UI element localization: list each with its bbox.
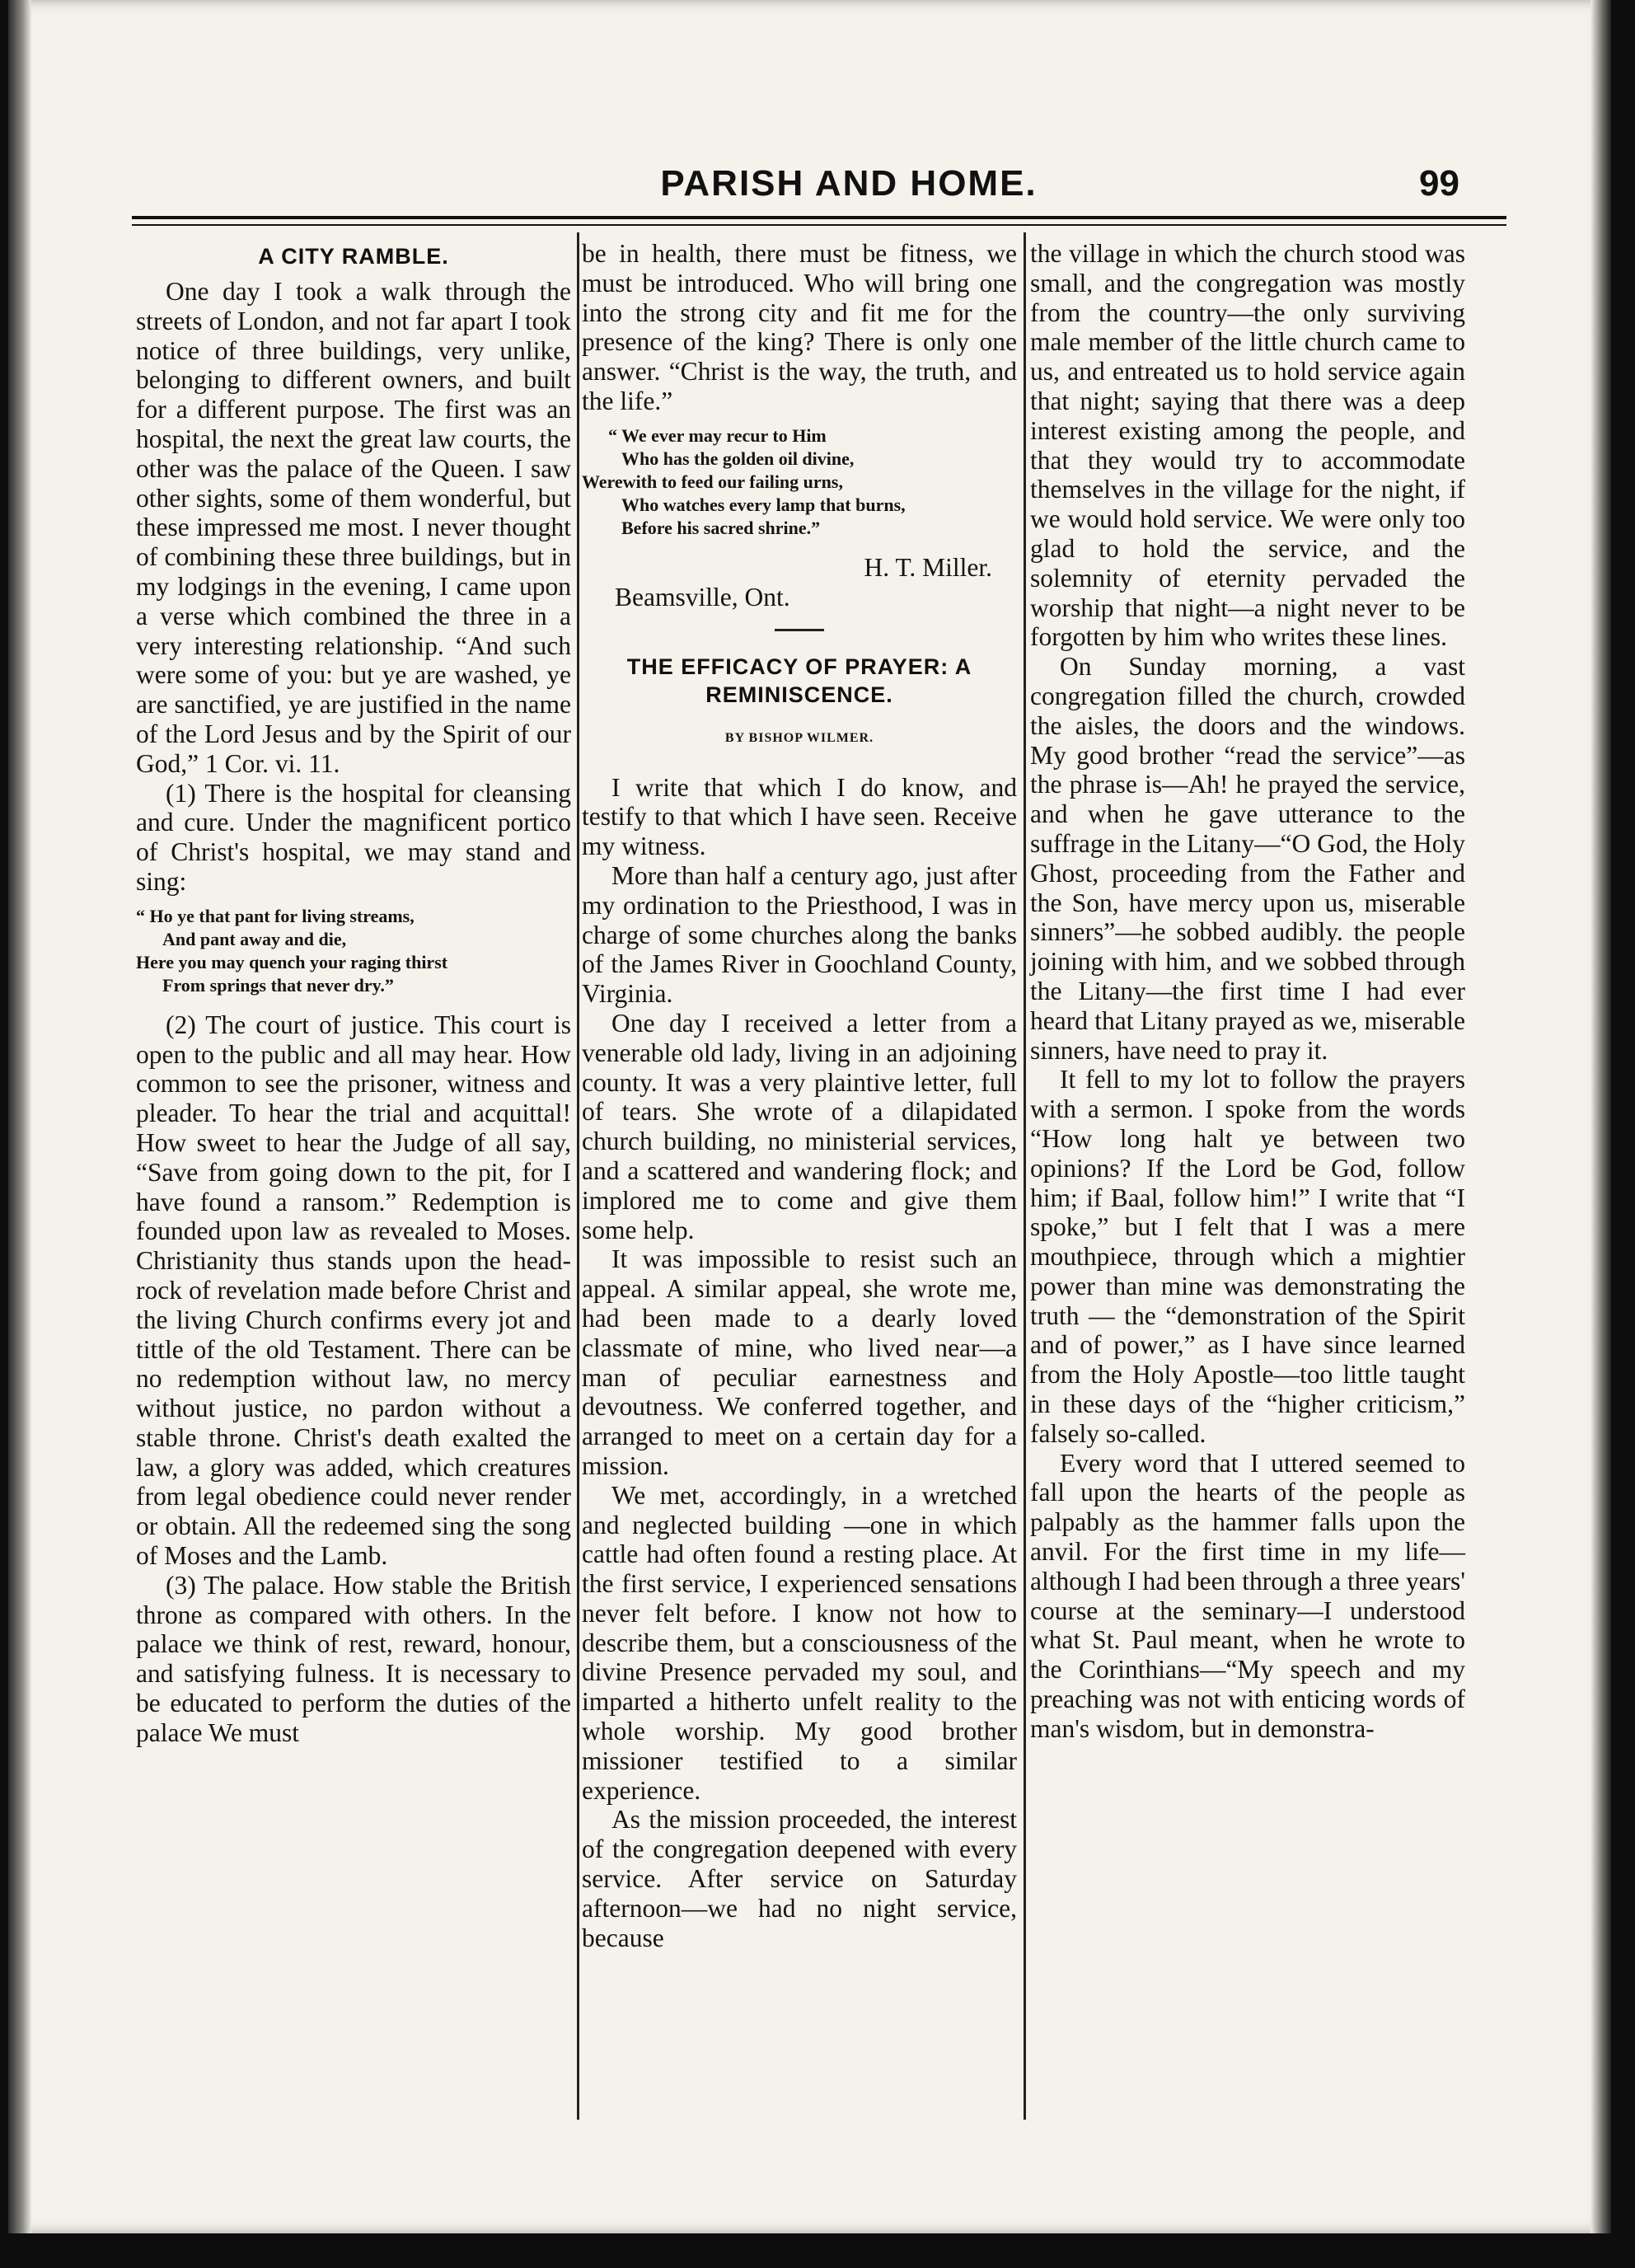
paragraph: It fell to my lot to follow the prayers with a sermon. I spoke from the words “How long halt ye between two opinions? If the Lord be God, follow him; if Baal, follow him!” I write that “I spoke,” but I felt that I was a mere mouthpiece, through which a mightier power than mine was demonstrating the truth — the “demonstration of the Spirit and of power,” as I have since learned from the Holy Apostle—too little taught in these days of the “higher criticism,” falsely so-called.: [1030, 1065, 1465, 1448]
paragraph: On Sunday morning, a vast congregation filled the church, crowded the aisles, the doors and the windows. My good brother “read the service”—as the phrase is—Ah! he prayed the service, and when he gave utterance to the suffrage in the Litany—“O God, the Holy Ghost, proceeding from the Father and the Son, have mercy upon us, miserable sinners”—he sobbed audibly. the people joining with him, and we sobbed through the Litany—the first time I had ever heard that Litany prayed as we, miserable sinners, have need to pray it.: [1030, 652, 1465, 1065]
running-head: PARISH AND HOME.: [660, 163, 1038, 204]
column-3: [1030, 239, 1465, 1744]
paragraph: One day I took a walk through the streets of London, and not far apart I took notice of three buildings, very unlike, belonging to different owners, and built for a different purpose. The first was an hospital, the next the great law courts, the other was the palace of the Queen. I saw other sights, some of them wonderful, but these impressed me most. I never thought of combining these three buildings, but in my lodgings in the evening, I came upon a verse which combined the three in a very interesting relationship. “And such were some of you: but ye are washed, ye are sanctified, ye are justified in the name of the Lord Jesus and by the Spirit of our God,” 1 Cor. vi. 11.: [136, 277, 571, 778]
paragraph: We met, accordingly, in a wretched and neglected building —one in which cattle had often found a resting place. At the first service, I experienced sensations never felt before. I know not how to describe them, but a consciousness of the divine Presence pervaded my soul, and imparted a hitherto unfelt reality to the whole worship. My good brother missioner testified to a similar experience.: [582, 1480, 1017, 1805]
verse-quote: [582, 424, 1017, 540]
paragraph: (3) The palace. How stable the British throne as compared with others. In the palace we think of rest, reward, honour, and satisfying fulness. It is necessary to be educated to perform the duties of the palace We must: [136, 1570, 571, 1747]
author-location: Beamsville, Ont.: [615, 582, 790, 612]
paragraph: (2) The court of justice. This court is open to the public and all may hear. How common to see the prisoner, witness and pleader. To hear the trial and acquittal! How sweet to hear the Judge of all say, “Save from going down to the pit, for I have found a ransom.” Redemption is founded upon law as revealed to Moses. Christianity thus stands upon the head-rock of revelation made before Christ and the living Church confirms every jot and tittle of the old Testament. There can be no redemption without law, no mercy without justice, no pardon without a stable throne. Christ's death exalted the law, a glory was added, which creatures from legal obedience could never render or obtain. All the redeemed sing the song of Moses and the Lamb.: [136, 1010, 571, 1571]
verse-line: Here you may quench your raging thirst: [136, 951, 448, 972]
article-heading-efficacy-of-prayer: THE EFFICACY OF PRAYER: A REMINISCENCE.: [626, 654, 972, 707]
header-rule-thin: [132, 224, 1506, 226]
column-2: [582, 239, 1017, 1952]
paragraph: As the mission proceeded, the interest of the congregation deepened with every service. After service on Saturday afternoon—we had no night service, because: [582, 1805, 1017, 1952]
column-rule-2: [1024, 232, 1026, 2120]
page-number: 99: [1419, 163, 1459, 204]
paragraph: One day I received a letter from a venerable old lady, living in an adjoining county. It was a very plaintive letter, full of tears. She wrote of a dilapidated church building, no ministerial services, and a scattered and wandering flock; and implored me to come and give them some help.: [582, 1008, 1017, 1244]
column-rule-1: [577, 232, 579, 2120]
section-divider: [775, 629, 824, 631]
verse-line: Before his sacred shrine.”: [621, 517, 821, 538]
binding-edge-right: [1590, 0, 1611, 2233]
verse-quote: [136, 905, 571, 997]
paragraph: It was impossible to resist such an appeal. A similar appeal, she wrote me, had been made to a dearly loved classmate of mine, who lived near—a man of peculiar earnestness and devoutness. We conferred together, and arranged to meet on a certain day for a mission.: [582, 1244, 1017, 1480]
paragraph: I write that which I do know, and testify to that which I have seen. Receive my witness.: [582, 772, 1017, 861]
article-heading-city-ramble: A CITY RAMBLE.: [258, 244, 449, 269]
verse-line: “ We ever may recur to Him: [608, 424, 827, 446]
header-rule-thick: [132, 216, 1506, 219]
paragraph: (1) There is the hospital for cleansing and cure. Under the magnificent portico of Christ's hospital, we may stand and sing:: [136, 778, 571, 896]
binding-edge-left: [8, 0, 31, 2233]
author-signature: H. T. Miller.: [864, 552, 992, 582]
verse-line: And pant away and die,: [162, 928, 347, 949]
byline: BY BISHOP WILMER.: [724, 730, 874, 745]
paragraph: be in health, there must be fitness, we must be introduced. Who will bring one into the strong city and fit me for the presence of the king? There is only one answer. “Christ is the way, the truth, and the life.”: [582, 239, 1017, 415]
verse-line: Werewith to feed our failing urns,: [582, 471, 843, 492]
column-1: [136, 239, 571, 1748]
paragraph: Every word that I uttered seemed to fall upon the hearts of the people as palpably as the hammer falls upon the anvil. For the first time in my life—although I had been through a three years' course at the seminary—I understood what St. Paul meant, when he wrote to the Corinthians—“My speech and my preaching was not with enticing words of man's wisdom, but in demonstra-: [1030, 1448, 1465, 1743]
paragraph: More than half a century ago, just after my ordination to the Priesthood, I was in charge of some churches along the banks of the James River in Goochland County, Virginia.: [582, 860, 1017, 1009]
verse-line: Who watches every lamp that burns,: [621, 494, 906, 515]
verse-line: Who has the golden oil divine,: [621, 448, 855, 469]
verse-line: From springs that never dry.”: [162, 974, 394, 996]
paragraph: the village in which the church stood was small, and the congregation was mostly from the country—the only surviving male member of the little church came to us, and entreated us to hold service again that night; saying that there was a deep interest existing among the people, and that they would try to accommodate themselves in the village for the night, if we would hold service. We were only too glad to hold the service, and the solemnity of eternity pervaded the worship that night—a night never to be forgotten by him who writes these lines.: [1030, 239, 1465, 652]
verse-line: “ Ho ye that pant for living streams,: [136, 905, 415, 926]
